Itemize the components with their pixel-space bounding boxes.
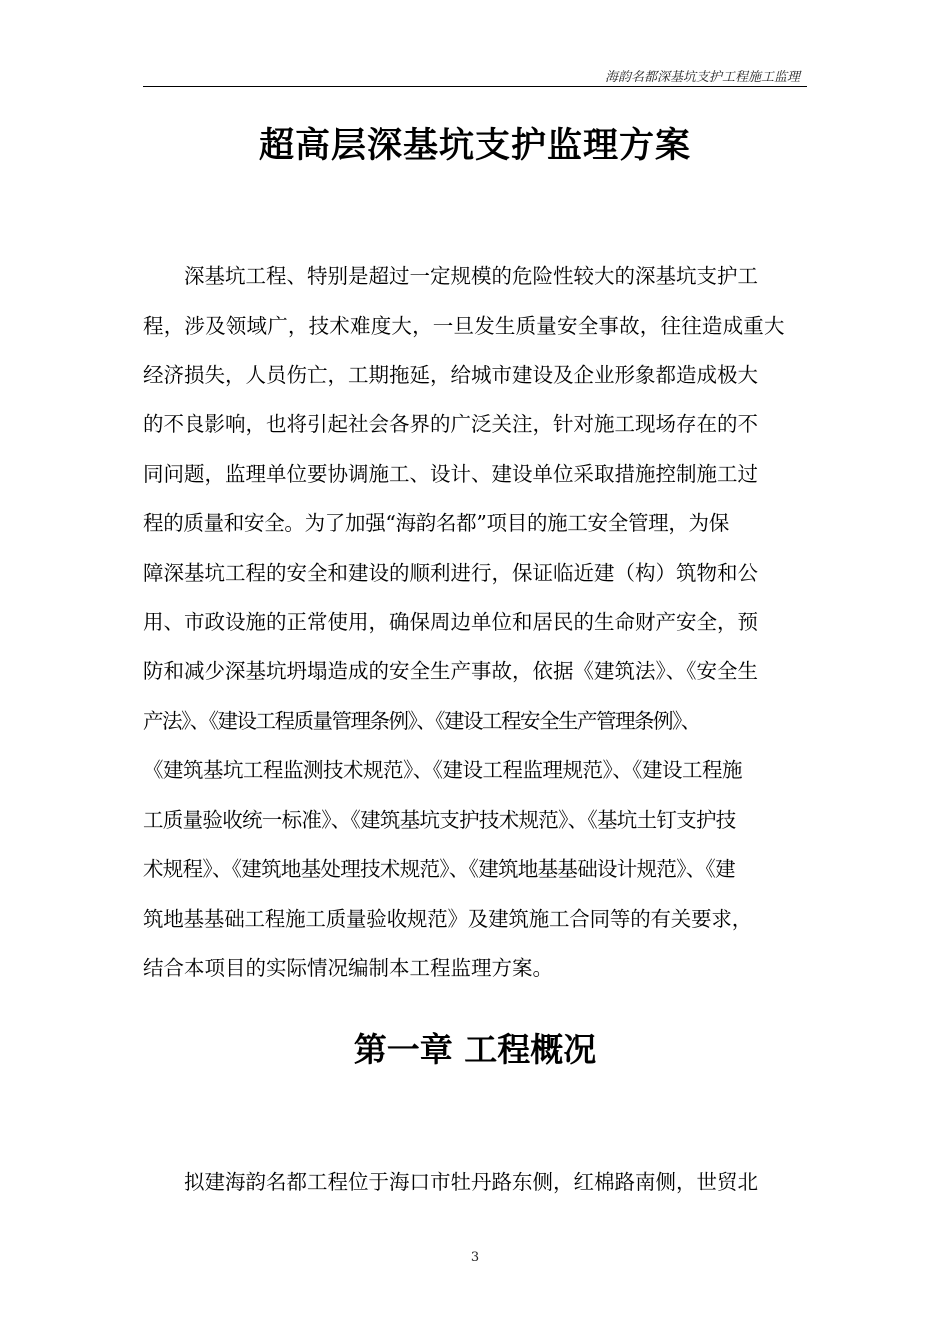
paragraph-line: 拟建海韵名都工程位于海口市牡丹路东侧，红棉路南侧，世贸北 — [184, 1170, 758, 1194]
paragraph-line: 用、市政设施的正常使用，确保周边单位和居民的生命财产安全，预 — [143, 610, 758, 634]
paragraph-line: 产法》、《建设工程质量管理条例》、《建设工程安全生产管理条例》、 — [143, 709, 700, 733]
document-title: 超高层深基坑支护监理方案 — [258, 126, 691, 166]
paragraph-line: 的不良影响，也将引起社会各界的广泛关注，针对施工现场存在的不 — [143, 412, 758, 436]
paragraph-line: 程，涉及领域广，技术难度大，一旦发生质量安全事故，往往造成重大 — [143, 314, 785, 338]
chapter-heading: 第一章 工程概况 — [353, 1030, 597, 1069]
paragraph-line: 筑地基基础工程施工质量验收规范》及建筑施工合同等的有关要求， — [143, 907, 752, 931]
paragraph-line: 障深基坑工程的安全和建设的顺利进行，保证临近建（构）筑物和公 — [143, 561, 758, 585]
paragraph-line: 《建筑基坑工程监测技术规范》、《建设工程监理规范》、《建设工程施 — [143, 758, 742, 782]
page-number: 3 — [470, 1250, 480, 1265]
paragraph-line: 防和减少深基坑坍塌造成的安全生产事故，依据《建筑法》、《安全生 — [143, 659, 758, 683]
paragraph-line: 结合本项目的实际情况编制本工程监理方案。 — [143, 956, 553, 980]
paragraph-line: 程的质量和安全。为了加强“海韵名都”项目的施工安全管理，为保 — [143, 511, 729, 535]
header-divider — [143, 86, 807, 87]
paragraph-line: 工质量验收统一标准》、《建筑基坑支护技术规范》、《基坑土钉支护技 — [143, 808, 736, 832]
paragraph-line: 深基坑工程、特别是超过一定规模的危险性较大的深基坑支护工 — [184, 264, 758, 288]
running-header: 海韵名都深基坑支护工程施工监理 — [604, 70, 800, 85]
paragraph-line: 经济损失，人员伤亡，工期拖延，给城市建设及企业形象都造成极大 — [143, 363, 758, 387]
paragraph-line: 同问题，监理单位要协调施工、设计、建设单位采取措施控制施工过 — [143, 462, 758, 486]
paragraph-line: 术规程》、《建筑地基处理技术规范》、《建筑地基基础设计规范》、《建 — [143, 857, 735, 881]
